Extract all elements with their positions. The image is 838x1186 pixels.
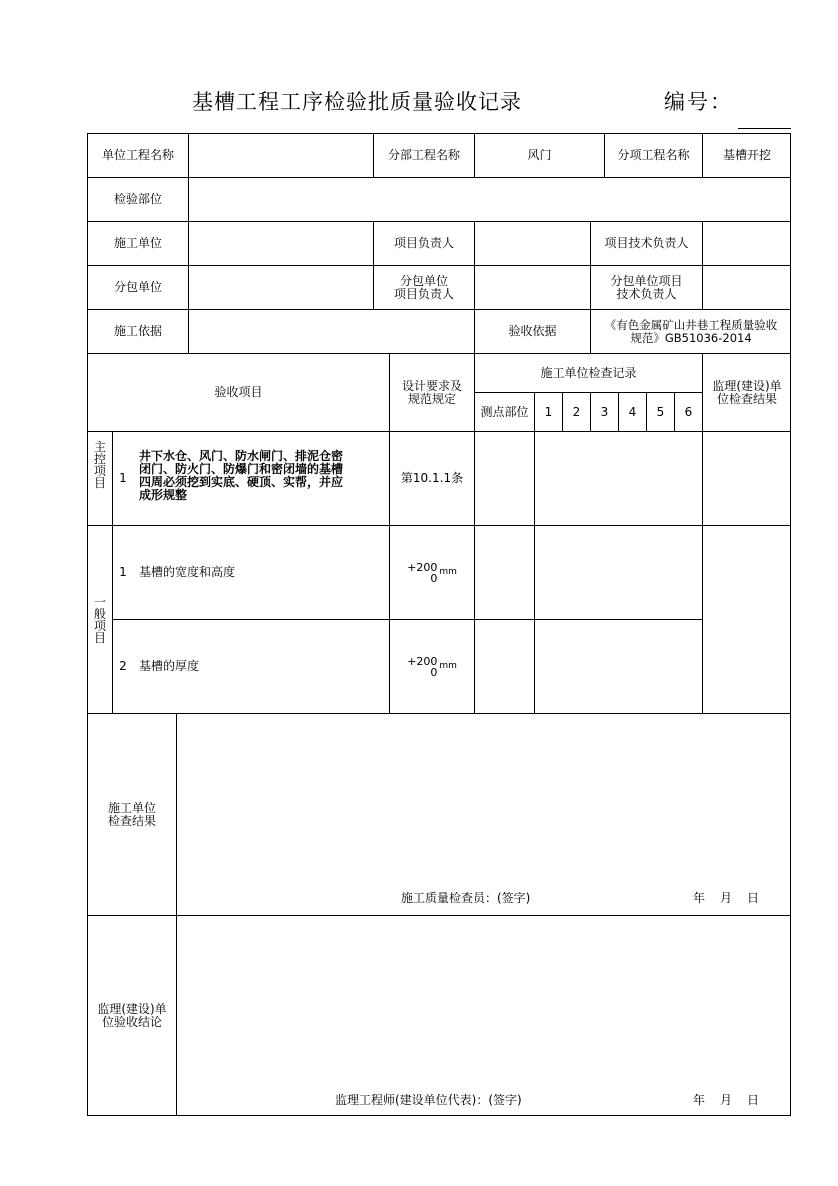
unit-project-value[interactable] <box>189 134 373 177</box>
point-3-header: 3 <box>600 404 609 419</box>
design-requirement-header: 设计要求及 规范规定 <box>401 378 462 406</box>
supervision-conclusion-area[interactable] <box>177 916 791 1116</box>
page-title: 基槽工程工序检验批质量验收记录 <box>192 90 522 114</box>
subcontract-tech-label: 分包单位项目 技术负责人 <box>610 273 683 301</box>
general-result[interactable] <box>703 526 791 713</box>
main-control-record[interactable] <box>475 432 702 525</box>
acceptance-basis-label: 验收依据 <box>508 324 557 338</box>
inspection-part-value[interactable] <box>189 178 791 221</box>
general-item-2-record[interactable] <box>535 620 702 713</box>
main-control-no: 1 <box>119 471 127 485</box>
items-header: 验收项目 <box>214 385 263 399</box>
main-control-result[interactable] <box>703 432 791 525</box>
inspection-part-label: 检验部位 <box>113 192 162 206</box>
main-control-text: 井下水仓、风门、防水闸门、排泥仓密 闭门、防火门、防爆门和密闭墙的基槽 四周必须挖到实底、硬顶、实帮，并应 成形规整 <box>139 449 344 502</box>
construction-unit-label: 施工单位 <box>113 236 162 250</box>
check-record-header: 施工单位检查记录 <box>540 365 637 380</box>
general-item-2-measure[interactable] <box>475 620 534 713</box>
construction-month: 月 <box>720 891 733 905</box>
supervision-conclusion-label: 监理(建设)单 位验收结论 <box>97 1002 167 1029</box>
construction-result-label: 施工单位 检查结果 <box>107 800 156 828</box>
construction-signer: 施工质量检查员：(签字) <box>401 891 531 905</box>
tech-manager-label: 项目技术负责人 <box>604 236 689 250</box>
point-4-header: 4 <box>628 404 637 419</box>
supervision-result-header: 监理(建设)单 位检查结果 <box>712 378 782 406</box>
construction-year: 年 <box>693 891 706 905</box>
subcontract-manager-label: 分包单位 项目负责人 <box>393 273 454 301</box>
general-label: 一般项目 <box>93 595 106 645</box>
number-field[interactable] <box>738 128 791 129</box>
project-manager-value[interactable] <box>475 222 590 265</box>
main-control-requirement: 第10.1.1条 <box>400 471 464 485</box>
tech-manager-value[interactable] <box>703 222 791 265</box>
unit-project-label: 单位工程名称 <box>101 148 174 162</box>
general-item-1-no: 1 <box>119 565 127 579</box>
sub-project-value[interactable]: 风门 <box>527 148 552 162</box>
point-1-header: 1 <box>544 404 553 419</box>
general-item-2-no: 2 <box>119 659 127 673</box>
supervision-signer: 监理工程师(建设单位代表)：(签字) <box>335 1093 522 1107</box>
item-project-value[interactable]: 基槽开挖 <box>722 148 771 162</box>
sub-project-label: 分部工程名称 <box>387 148 460 162</box>
project-manager-label: 项目负责人 <box>393 236 454 250</box>
construction-unit-value[interactable] <box>189 222 373 265</box>
general-item-1-measure[interactable] <box>475 526 534 619</box>
subcontract-unit-value[interactable] <box>189 266 373 309</box>
point-2-header: 2 <box>572 404 581 419</box>
construction-day: 日 <box>747 891 760 905</box>
subcontract-unit-label: 分包单位 <box>113 280 162 294</box>
general-item-2-text: 基槽的厚度 <box>139 659 200 673</box>
point-5-header: 5 <box>656 404 665 419</box>
construction-basis-value[interactable] <box>189 310 474 353</box>
construction-result-area[interactable] <box>177 714 791 915</box>
general-item-1-text: 基槽的宽度和高度 <box>139 565 236 579</box>
supervision-year: 年 <box>693 1093 706 1107</box>
general-item-1-requirement: +200 0 mm <box>407 560 457 585</box>
point-6-header: 6 <box>684 404 693 419</box>
item-project-label: 分项工程名称 <box>617 148 690 162</box>
supervision-day: 日 <box>747 1093 760 1107</box>
subcontract-tech-value[interactable] <box>703 266 791 309</box>
acceptance-basis-value: 《有色金属矿山井巷工程质量验收 规范》GB51036-2014 <box>604 317 778 345</box>
subcontract-manager-value[interactable] <box>475 266 590 309</box>
measure-point-header: 测点部位 <box>480 404 529 419</box>
general-item-2-requirement: +200 0 mm <box>407 654 457 679</box>
number-label: 编号： <box>664 90 733 114</box>
supervision-month: 月 <box>720 1093 733 1107</box>
main-control-label: 主控项目 <box>93 440 106 490</box>
construction-basis-label: 施工依据 <box>113 324 162 338</box>
general-item-1-record[interactable] <box>535 526 702 619</box>
